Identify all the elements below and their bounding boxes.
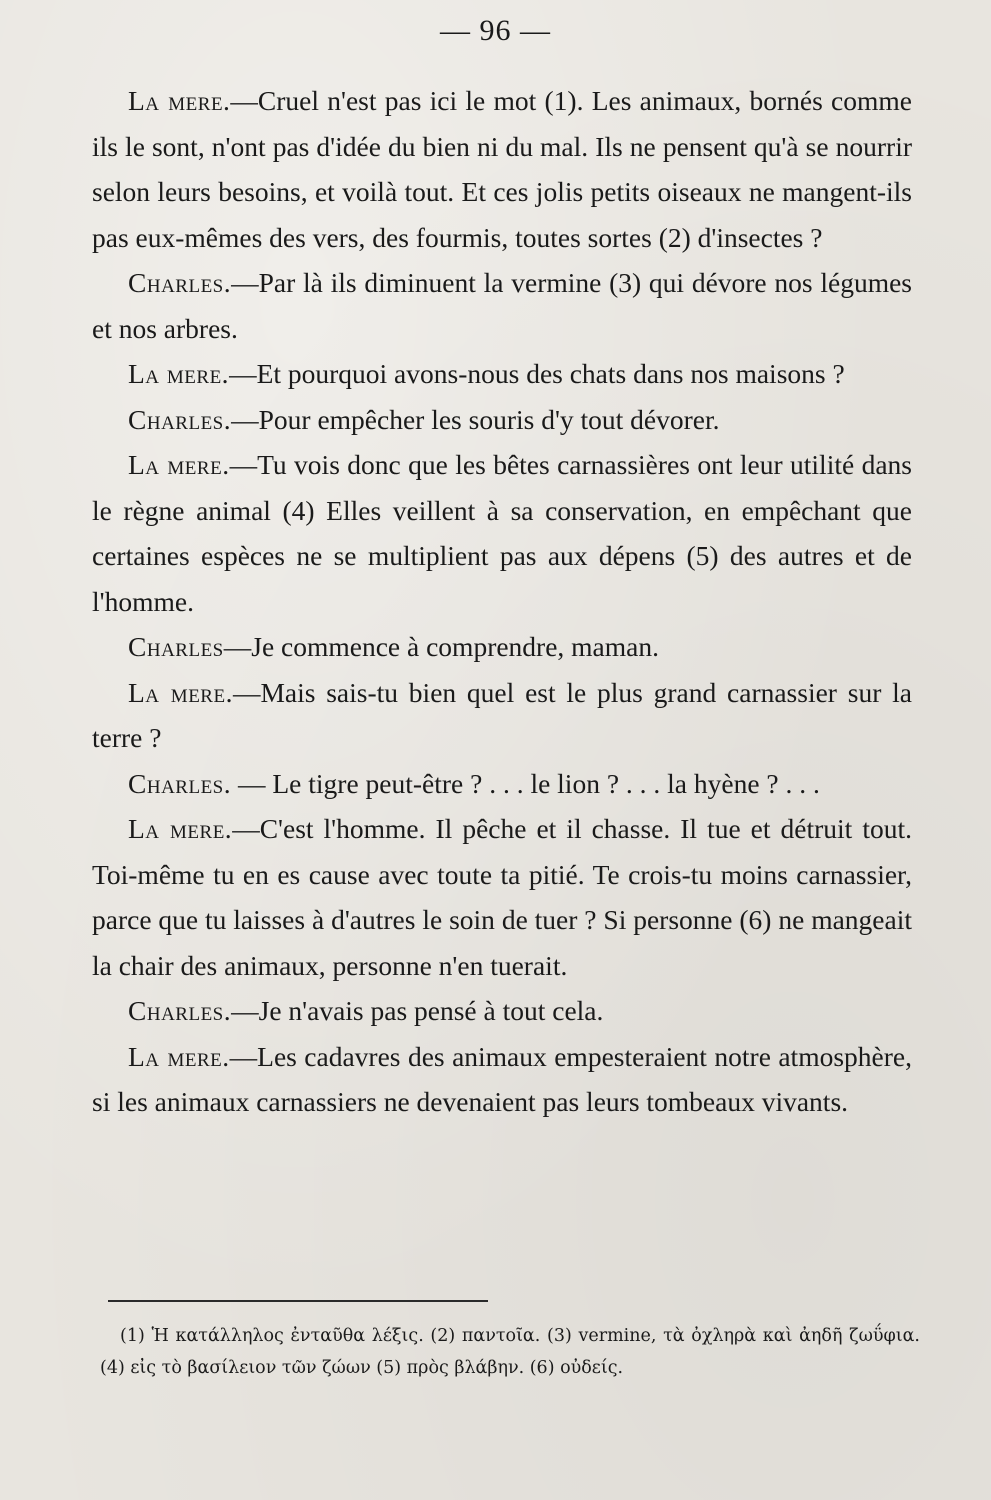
dialogue-line: —Mais sais-tu bien quel est le plus grand carnassier sur la terre ? xyxy=(92,676,912,753)
dialogue-paragraph xyxy=(92,397,912,443)
dialogue-line: —Je commence à comprendre, maman. xyxy=(223,631,659,662)
dialogue-line: — Le tigre peut-être ? . . . le lion ? . . . la hyène ? . . . xyxy=(231,767,820,799)
dialogue-paragraph xyxy=(92,260,912,351)
speaker-label: Charles xyxy=(128,631,224,662)
dialogue-text xyxy=(92,78,912,1125)
dialogue-paragraph xyxy=(92,351,912,397)
dialogue-line: —Pour empêcher les souris d'y tout dévorer. xyxy=(231,403,720,435)
footnotes: (1) Ἡ κατάλληλος ἐνταῦθα λέξις. (2) παντοῖα. (3) vermine, τὰ ὀχληρὰ καὶ ἀηδῆ ζωΰφια. (4) εἰς τὸ βασίλειον τῶν ζώων (5) πρὸς βλάβην. (6) οὐδείς. xyxy=(100,1326,920,1378)
dialogue-paragraph xyxy=(92,78,912,260)
dialogue-paragraph xyxy=(92,988,912,1034)
speaker-label: La mere. xyxy=(128,1040,230,1072)
speaker-label: Charles. xyxy=(128,403,232,435)
dialogue-paragraph xyxy=(92,670,912,761)
dialogue-line: —Tu vois donc que les bêtes carnassières ont leur utilité dans le règne animal (4) Elles veillent à sa conservation, en empêchant que certaines espèces ne se multiplient pas aux dépens (5) des autres et de l'homme. xyxy=(92,449,912,617)
dialogue-paragraph xyxy=(92,761,912,807)
dialogue-paragraph xyxy=(92,442,912,624)
dialogue-line: —Je n'avais pas pensé à tout cela. xyxy=(231,995,604,1026)
speaker-label: La mere. xyxy=(128,449,230,480)
dialogue-paragraph xyxy=(92,806,912,988)
speaker-label: La mere. xyxy=(128,676,233,708)
dialogue-line: —Par là ils diminuent la vermine (3) qui dévore nos légumes et nos arbres. xyxy=(92,267,912,344)
speaker-label: Charles. xyxy=(128,267,232,298)
speaker-label: Charles. xyxy=(128,995,232,1026)
speaker-label: La mere. xyxy=(128,85,231,116)
dialogue-paragraph xyxy=(92,624,912,670)
speaker-label: La mere. xyxy=(128,813,233,844)
dialogue-line: —Cruel n'est pas ici le mot (1). Les animaux, bornés comme ils le sont, n'ont pas d'idée du bien ni du mal. Ils ne pensent qu'à se nourrir selon leurs besoins, et voilà tout. Et ces jolis petits oiseaux ne mangent-ils pas eux-mêmes des vers, des fourmis, toutes sortes (2) d'insectes ? xyxy=(92,85,912,253)
dialogue-line: —Les cadavres des animaux empesteraient notre atmosphère, si les animaux carnassiers ne devenaient pas leurs tombeaux vivants. xyxy=(92,1040,912,1117)
footnote-separator xyxy=(108,1300,488,1302)
dialogue-paragraph xyxy=(92,1034,912,1125)
dialogue-line: —Et pourquoi avons-nous des chats dans nos maisons ? xyxy=(229,358,845,389)
dialogue-line: —C'est l'homme. Il pêche et il chasse. Il tue et détruit tout. Toi-même tu en es cause avec toute ta pitié. Te crois-tu moins carnassier, parce que tu laisses à d'autres le soin de tuer ? Si personne (6) ne mangeait la chair des animaux, personne n'en tuerait. xyxy=(92,813,912,981)
speaker-label: La mere. xyxy=(128,358,230,389)
speaker-label: Charles. xyxy=(128,767,232,799)
page-number: — 96 — xyxy=(440,14,551,47)
